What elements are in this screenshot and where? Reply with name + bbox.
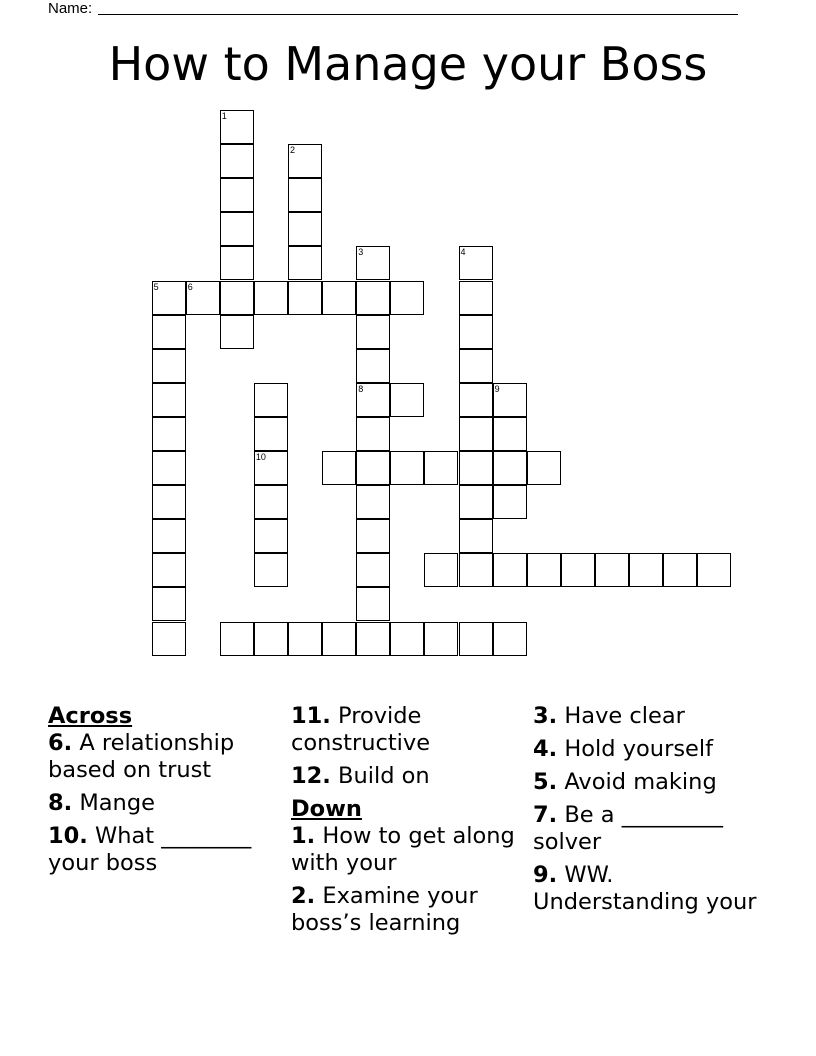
name-blank-line[interactable] — [98, 0, 738, 15]
grid-cell[interactable] — [493, 622, 527, 656]
grid-cell[interactable] — [390, 383, 424, 417]
clue-number: 5 — [153, 281, 159, 292]
grid-cell[interactable] — [424, 622, 458, 656]
grid-cell[interactable] — [459, 383, 493, 417]
clue-down-7: 7. Be a _________ solver — [533, 802, 723, 855]
grid-cell[interactable] — [152, 281, 186, 315]
grid-cell[interactable] — [288, 144, 322, 178]
clue-across-6: 6. A relationship based on trust — [48, 730, 235, 783]
grid-cell[interactable] — [254, 519, 288, 553]
grid-cell[interactable] — [459, 622, 493, 656]
clue-number: 2 — [290, 145, 296, 156]
grid-cell[interactable] — [322, 451, 356, 485]
grid-cell[interactable] — [254, 622, 288, 656]
clue-number: 10 — [255, 452, 266, 462]
grid-cell[interactable] — [288, 178, 322, 212]
across-heading: Across — [48, 703, 133, 729]
grid-cell[interactable] — [663, 553, 697, 587]
grid-cell[interactable] — [356, 451, 390, 485]
clue-number: 9 — [494, 383, 500, 394]
grid-cell[interactable] — [493, 485, 527, 519]
grid-cell[interactable] — [459, 451, 493, 485]
grid-cell[interactable] — [152, 451, 186, 485]
grid-cell[interactable] — [390, 281, 424, 315]
clue-column-1 — [48, 703, 284, 883]
grid-cell[interactable] — [220, 281, 254, 315]
grid-cell[interactable] — [288, 246, 322, 280]
grid-cell[interactable] — [152, 417, 186, 451]
grid-cell[interactable] — [152, 485, 186, 519]
grid-cell[interactable] — [356, 315, 390, 349]
grid-cell[interactable] — [356, 281, 390, 315]
grid-cell[interactable] — [356, 485, 390, 519]
grid-cell[interactable] — [356, 587, 390, 621]
clue-down-4: 4. Hold yourself — [533, 736, 714, 762]
grid-cell[interactable] — [561, 553, 595, 587]
clue-column-2 — [291, 703, 527, 943]
grid-cell[interactable] — [493, 383, 527, 417]
clue-down-3: 3. Have clear — [533, 703, 685, 729]
grid-cell[interactable] — [424, 451, 458, 485]
down-heading: Down — [291, 796, 362, 822]
grid-cell[interactable] — [220, 246, 254, 280]
grid-cell[interactable] — [152, 587, 186, 621]
grid-cell[interactable] — [527, 451, 561, 485]
clue-number: 6 — [187, 281, 193, 292]
clue-number: 8 — [358, 383, 364, 394]
grid-cell[interactable] — [459, 553, 493, 587]
grid-cell[interactable] — [493, 451, 527, 485]
grid-cell[interactable] — [152, 519, 186, 553]
grid-cell[interactable] — [152, 349, 186, 383]
grid-cell[interactable] — [254, 485, 288, 519]
grid-cell[interactable] — [186, 281, 220, 315]
grid-cell[interactable] — [322, 281, 356, 315]
grid-cell[interactable] — [254, 451, 288, 485]
grid-cell[interactable] — [356, 622, 390, 656]
clue-number: 3 — [358, 247, 364, 258]
grid-cell[interactable] — [220, 144, 254, 178]
grid-cell[interactable] — [390, 451, 424, 485]
grid-cell[interactable] — [459, 281, 493, 315]
grid-cell[interactable] — [288, 281, 322, 315]
grid-cell[interactable] — [356, 417, 390, 451]
grid-cell[interactable] — [254, 383, 288, 417]
grid-cell[interactable] — [254, 281, 288, 315]
grid-cell[interactable] — [493, 417, 527, 451]
grid-cell[interactable] — [152, 622, 186, 656]
clue-column-3 — [533, 703, 763, 922]
grid-cell[interactable] — [152, 553, 186, 587]
grid-cell[interactable] — [152, 315, 186, 349]
clue-down-1: 1. How to get along with your — [291, 823, 515, 876]
grid-cell[interactable] — [220, 178, 254, 212]
name-label: Name: — [48, 0, 93, 17]
clue-down-5: 5. Avoid making — [533, 769, 717, 795]
clue-across-11: 11. Provide constructive — [291, 703, 431, 756]
grid-cell[interactable] — [288, 622, 322, 656]
grid-cell[interactable] — [356, 349, 390, 383]
grid-cell[interactable] — [459, 315, 493, 349]
grid-cell[interactable] — [220, 315, 254, 349]
clue-number: 1 — [221, 111, 227, 121]
grid-cell[interactable] — [356, 553, 390, 587]
grid-cell[interactable] — [322, 622, 356, 656]
grid-cell[interactable] — [424, 553, 458, 587]
grid-cell[interactable] — [220, 622, 254, 656]
grid-cell[interactable] — [459, 246, 493, 280]
grid-cell[interactable] — [459, 417, 493, 451]
grid-cell[interactable] — [356, 246, 390, 280]
clue-down-9: 9. WW. Understanding your — [533, 862, 757, 915]
clue-across-12: 12. Build on — [291, 763, 430, 789]
grid-cell[interactable] — [254, 553, 288, 587]
grid-cell[interactable] — [459, 519, 493, 553]
grid-cell[interactable] — [629, 553, 663, 587]
grid-cell[interactable] — [459, 485, 493, 519]
grid-cell[interactable] — [254, 417, 288, 451]
grid-cell[interactable] — [527, 553, 561, 587]
clue-down-2: 2. Examine your boss’s learning — [291, 883, 478, 936]
grid-cell[interactable] — [152, 383, 186, 417]
grid-cell[interactable] — [220, 110, 254, 144]
name-field — [48, 0, 738, 18]
grid-cell[interactable] — [493, 553, 527, 587]
grid-cell[interactable] — [390, 622, 424, 656]
grid-cell[interactable] — [288, 212, 322, 246]
grid-cell[interactable] — [220, 212, 254, 246]
grid-cell[interactable] — [595, 553, 629, 587]
puzzle-title: How to Manage your Boss — [108, 37, 708, 91]
grid-cell[interactable] — [356, 383, 390, 417]
clue-number: 4 — [460, 247, 466, 258]
grid-cell[interactable] — [697, 553, 731, 587]
grid-cell[interactable] — [459, 349, 493, 383]
clue-across-8: 8. Mange — [48, 790, 155, 816]
grid-cell[interactable] — [356, 519, 390, 553]
clue-across-10: 10. What ________ your boss — [48, 823, 252, 876]
